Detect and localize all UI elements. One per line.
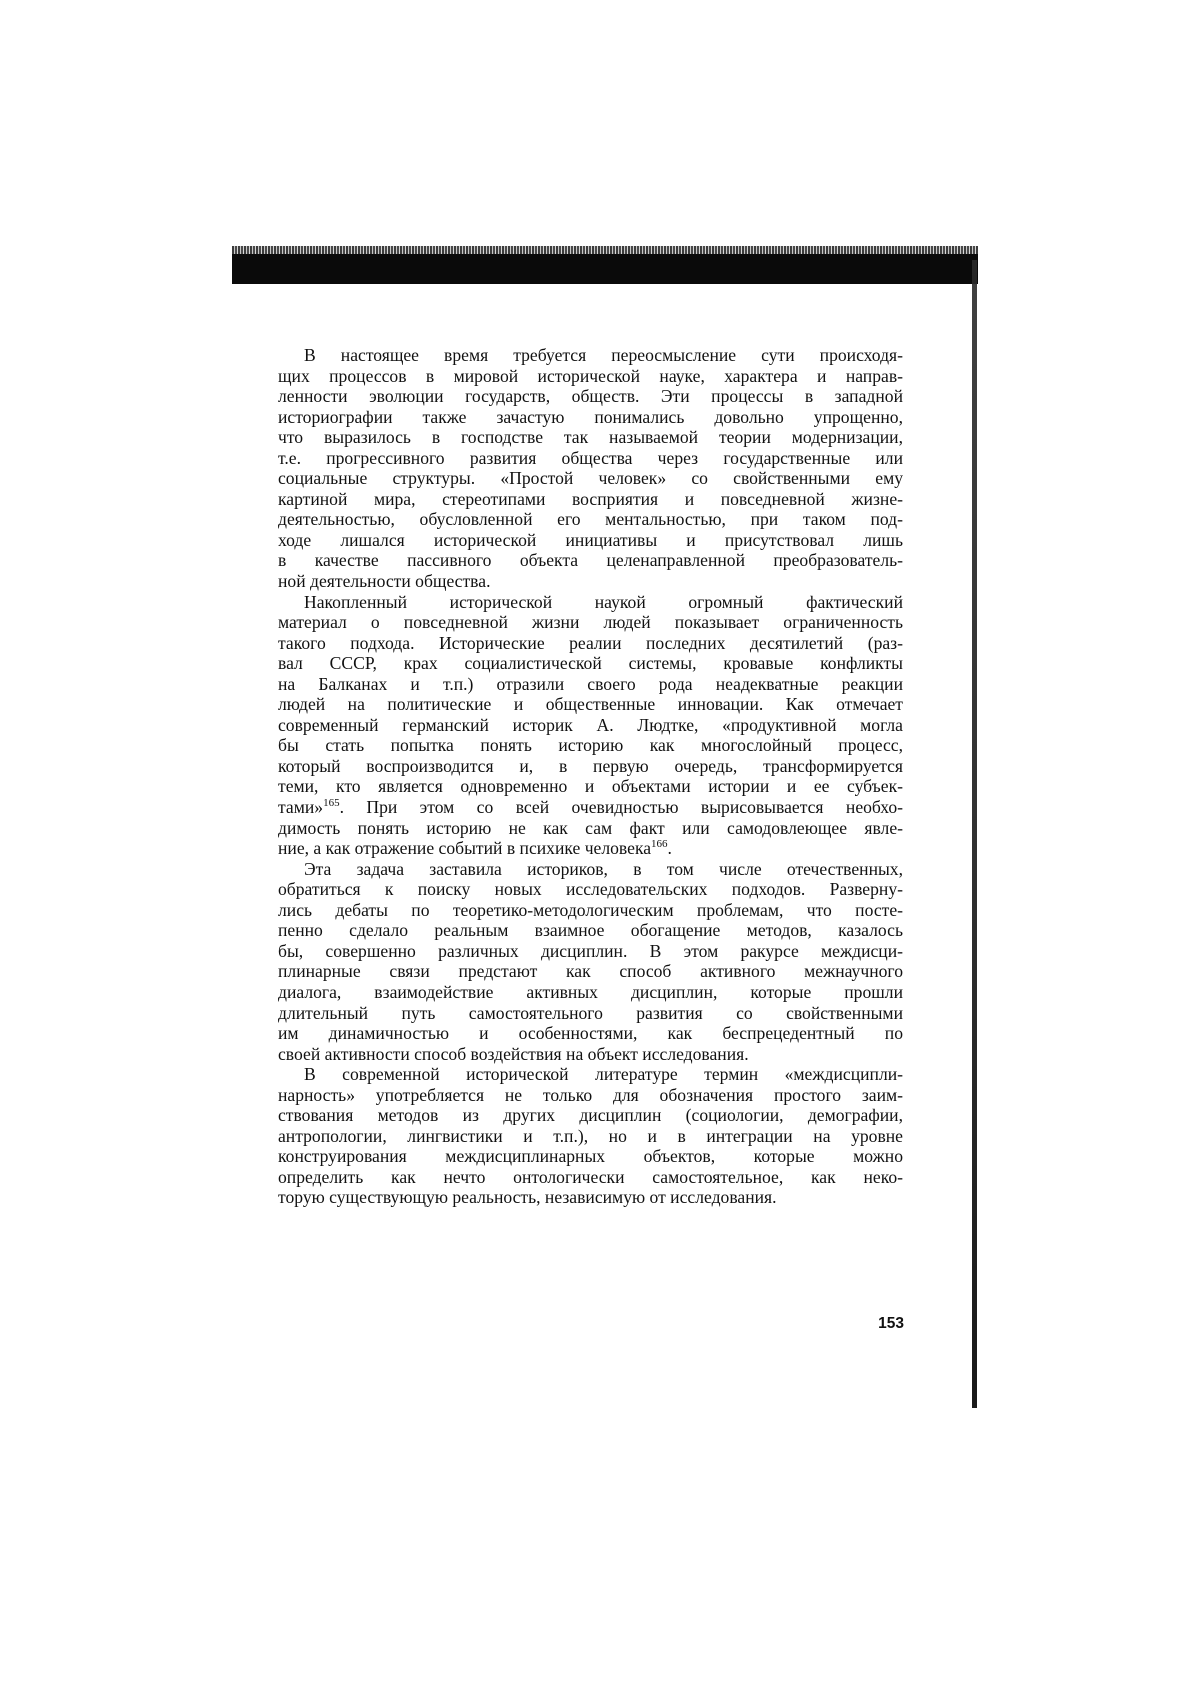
footnote-ref: 166 <box>651 838 668 851</box>
text-line: димость понять историю не как сам факт или самодовлеющее явле- <box>278 817 903 838</box>
text-line: ленности эволюции государств, обществ. Эти процессы в западной <box>278 386 903 407</box>
paragraph <box>278 859 903 1064</box>
text-line: что выразилось в господстве так называемой теории модернизации, <box>278 427 903 448</box>
text-line: такого подхода. Исторические реалии последних десятилетий (раз- <box>278 632 903 653</box>
text-line: нарность» употребляется не только для обозначения простого заим- <box>278 1084 903 1105</box>
text-line: антропологии, лингвистики и т.п.), но и в интеграции на уровне <box>278 1125 903 1146</box>
text-line: лись дебаты по теоретико-методологическим проблемам, что посте- <box>278 899 903 920</box>
text-line: ствования методов из других дисциплин (социологии, демографии, <box>278 1105 903 1126</box>
text-line: пенно сделало реальным взаимное обогащение методов, казалось <box>278 920 903 941</box>
body-text <box>278 345 903 1208</box>
page-edge-shadow <box>972 260 977 1408</box>
text-line: который воспроизводится и, в первую очередь, трансформируется <box>278 755 903 776</box>
text-line: обратиться к поиску новых исследовательских подходов. Разверну- <box>278 879 903 900</box>
text-line: плинарные связи предстают как способ активного межнаучного <box>278 961 903 982</box>
text-line: В настоящее время требуется переосмысление сути происходя- <box>304 345 903 365</box>
text-line: теми, кто является одновременно и объектами истории и ее субъек- <box>278 776 903 797</box>
text-line: бы стать попытка понять историю как многослойный процесс, <box>278 735 903 756</box>
text-line: определить как нечто онтологически самостоятельное, как неко- <box>278 1166 903 1187</box>
text-line: современный германский историк А. Людтке, «продуктивной могла <box>278 714 903 735</box>
text-line: материал о повседневной жизни людей показывает ограниченность <box>278 612 903 633</box>
text-line: ходе лишался исторической инициативы и присутствовал лишь <box>278 529 903 550</box>
text-line: бы, совершенно различных дисциплин. В этом ракурсе междисци- <box>278 940 903 961</box>
text-line: ние, а как отражение событий в психике человека$^{166}$. <box>278 838 672 859</box>
header-rule <box>232 254 978 284</box>
text-line: В современной исторической литературе термин «междисципли- <box>304 1064 903 1085</box>
text-line: людей на политические и общественные инновации. Как отмечает <box>278 694 903 715</box>
text-line: диалога, взаимодействие активных дисциплин, которые прошли <box>278 981 903 1002</box>
text-line: им динамичностью и особенностями, как беспрецедентный по <box>278 1023 903 1044</box>
text-line: деятельностью, обусловленной его ментальностью, при таком под- <box>278 509 903 530</box>
text-line: картиной мира, стереотипами восприятия и повседневной жизне- <box>278 488 903 509</box>
footnote-ref: 165 <box>323 797 340 810</box>
text-line: ной деятельности общества. <box>278 571 491 592</box>
text-line: историографии также зачастую понимались довольно упрощенно, <box>278 406 903 427</box>
text-line: щих процессов в мировой исторической науке, характера и направ- <box>278 365 903 386</box>
page-number: 153 <box>878 1315 904 1332</box>
text-line: вал СССР, крах социалистической системы, кровавые конфликты <box>278 653 903 674</box>
paragraph <box>278 345 903 592</box>
paragraph <box>278 1064 903 1208</box>
text-line: длительный путь самостоятельного развития со свойственными <box>278 1002 903 1023</box>
text-line: торую существующую реальность, независимую от исследования. <box>278 1187 777 1208</box>
text-line: т.е. прогрессивного развития общества через государственные или <box>278 447 903 468</box>
text-line: социальные структуры. «Простой человек» со свойственными ему <box>278 468 903 489</box>
text-line: конструирования междисциплинарных объектов, которые можно <box>278 1146 903 1167</box>
text-line: на Балканах и т.п.) отразили своего рода неадекватные реакции <box>278 673 903 694</box>
paragraph <box>278 592 903 859</box>
text-line: Эта задача заставила историков, в том числе отечественных, <box>304 858 903 879</box>
text-line: в качестве пассивного объекта целенаправленной преобразователь- <box>278 550 903 571</box>
text-line: тами»$^{165}$. При этом со всей очевидностью вырисовывается необхо- <box>278 797 903 818</box>
text-line: Накопленный исторической наукой огромный фактический <box>304 591 903 612</box>
text-line: своей активности способ воздействия на объект исследования. <box>278 1043 749 1064</box>
